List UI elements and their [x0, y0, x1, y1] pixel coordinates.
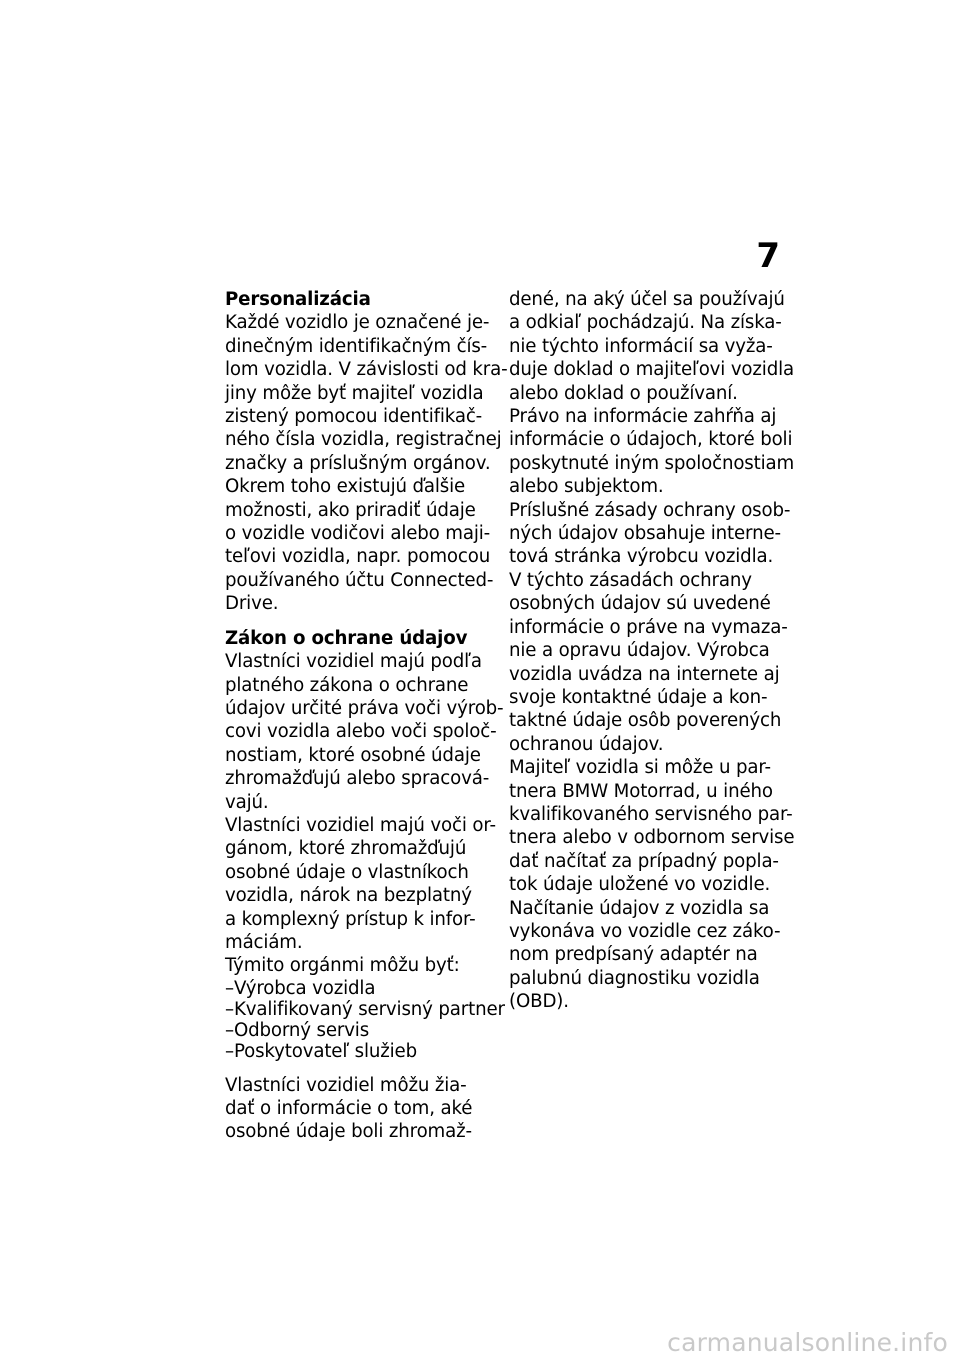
list-item: –Odborný servis [225, 1020, 370, 1042]
paragraph-line: tnera alebo v odbornom servise [509, 827, 795, 849]
paragraph-line: dinečným identifikačným čís- [225, 335, 488, 357]
page-number: 7 [756, 236, 780, 276]
paragraph-line: dať o informácie o tom, aké [225, 1098, 473, 1119]
paragraph-line: teľovi vozidla, napr. pomocou [225, 546, 491, 568]
paragraph-line: nie týchto informácií sa vyža- [509, 335, 773, 357]
paragraph-line: V týchto zásadách ochrany [509, 569, 752, 591]
paragraph-line: jiny môže byť majiteľ vozidla [225, 382, 484, 404]
paragraph-line: máciám. [225, 931, 303, 953]
paragraph-line: Vlastníci vozidiel môžu žia- [225, 1074, 467, 1096]
paragraph-line: zhromažďujú alebo spracová- [225, 768, 490, 790]
paragraph-line: platného zákona o ochrane [225, 674, 469, 696]
paragraph-line: ochranou údajov. [509, 733, 664, 755]
paragraph-line: (OBD). [509, 991, 569, 1013]
list-item: –Kvalifikovaný servisný partner [225, 998, 505, 1020]
paragraph-line: nie a opravu údajov. Výrobca [509, 640, 770, 662]
paragraph-line: Príslušné zásady ochrany osob- [509, 499, 791, 521]
paragraph-line: Načítanie údajov z vozidla sa [509, 897, 770, 919]
paragraph-line: Okrem toho existujú ďalšie [225, 476, 466, 498]
paragraph-line: svoje kontaktné údaje a kon- [509, 686, 768, 708]
paragraph-line: osobné údaje o vlastníkoch [225, 861, 469, 883]
section-heading-data-protection: Zákon o ochrane údajov [225, 627, 468, 649]
paragraph-line: a komplexný prístup k infor- [225, 908, 476, 930]
paragraph-line: kvalifikovaného servisného par- [509, 803, 793, 825]
paragraph-line: vozidla uvádza na internete aj [509, 663, 780, 685]
paragraph-line: Drive. [225, 593, 279, 615]
left-column [225, 288, 508, 1144]
paragraph-line: palubnú diagnostiku vozidla [509, 967, 760, 989]
paragraph-line: vozidla, nárok na bezplatný [225, 885, 472, 907]
paragraph-line: informácie o údajoch, ktoré boli [509, 429, 793, 451]
paragraph-line: zistený pomocou identifikač- [225, 406, 483, 428]
paragraph-line: nom predpísaný adaptér na [509, 944, 758, 966]
paragraph-line: značky a príslušným orgánov. [225, 452, 491, 474]
paragraph-line: informácie o práve na vymaza- [509, 616, 788, 638]
paragraph-line: dať načítať za prípadný popla- [509, 850, 779, 872]
paragraph-line: vykonáva vo vozidle cez záko- [509, 920, 781, 942]
paragraph-line: alebo subjektom. [509, 476, 664, 498]
list-item: –Výrobca vozidla [225, 977, 376, 999]
paragraph-line: tová stránka výrobcu vozidla. [509, 546, 774, 568]
paragraph-line: tok údaje uložené vo vozidle. [509, 874, 771, 896]
watermark: carmanualsonline.info [667, 1328, 948, 1357]
paragraph-line: používaného účtu Connected- [225, 569, 494, 591]
paragraph-line: Vlastníci vozidiel majú podľa [225, 651, 482, 673]
paragraph-line: Právo na informácie zahŕňa aj [509, 406, 777, 428]
paragraph-line: poskytnuté iným spoločnostiam [509, 452, 795, 474]
paragraph-line: Majiteľ vozidla si môže u par- [509, 757, 771, 779]
paragraph-line: a odkiaľ pochádzajú. Na získa- [509, 312, 782, 334]
paragraph-line: duje doklad o majiteľovi vozidla [509, 359, 795, 381]
paragraph-line: ných údajov obsahuje interne- [509, 523, 781, 545]
section-gap [225, 616, 497, 627]
paragraph-line: lom vozidla. V závislosti od kra- [225, 359, 508, 381]
paragraph-line: ného čísla vozidla, registračnej [225, 429, 502, 451]
paragraph-line: gánom, ktoré zhromažďujú [225, 838, 467, 860]
paragraph-line: vajú. [225, 791, 269, 813]
paragraph-line: Vlastníci vozidiel majú voči or- [225, 814, 496, 836]
paragraph-line: osobné údaje boli zhromaž- [225, 1121, 472, 1143]
bullet-list [225, 977, 505, 1063]
paragraph-line: Každé vozidlo je označené je- [225, 312, 490, 334]
paragraph-line: o vozidle vodičovi alebo maji- [225, 523, 491, 545]
paragraph-line: dené, na aký účel sa používajú [509, 289, 785, 310]
paragraph-line: nostiam, ktoré osobné údaje [225, 744, 481, 766]
section-heading-personalization: Personalizácia [225, 289, 371, 310]
paragraph-line: možnosti, ako priradiť údaje [225, 499, 476, 521]
paragraph-line: osobných údajov sú uvedené [509, 593, 771, 615]
paragraph-line: Týmito orgánmi môžu byť: [225, 955, 460, 977]
paragraph-line: covi vozidla alebo voči spoloč- [225, 721, 497, 743]
paragraph-line: tnera BMW Motorrad, u iného [509, 780, 773, 802]
right-column [509, 288, 795, 1014]
paragraph-line: taktné údaje osôb poverených [509, 710, 782, 732]
section-gap [225, 1063, 497, 1074]
paragraph-line: údajov určité práva voči výrob- [225, 697, 504, 719]
list-item: –Poskytovateľ služieb [225, 1041, 417, 1063]
paragraph-line: alebo doklad o používaní. [509, 382, 738, 404]
